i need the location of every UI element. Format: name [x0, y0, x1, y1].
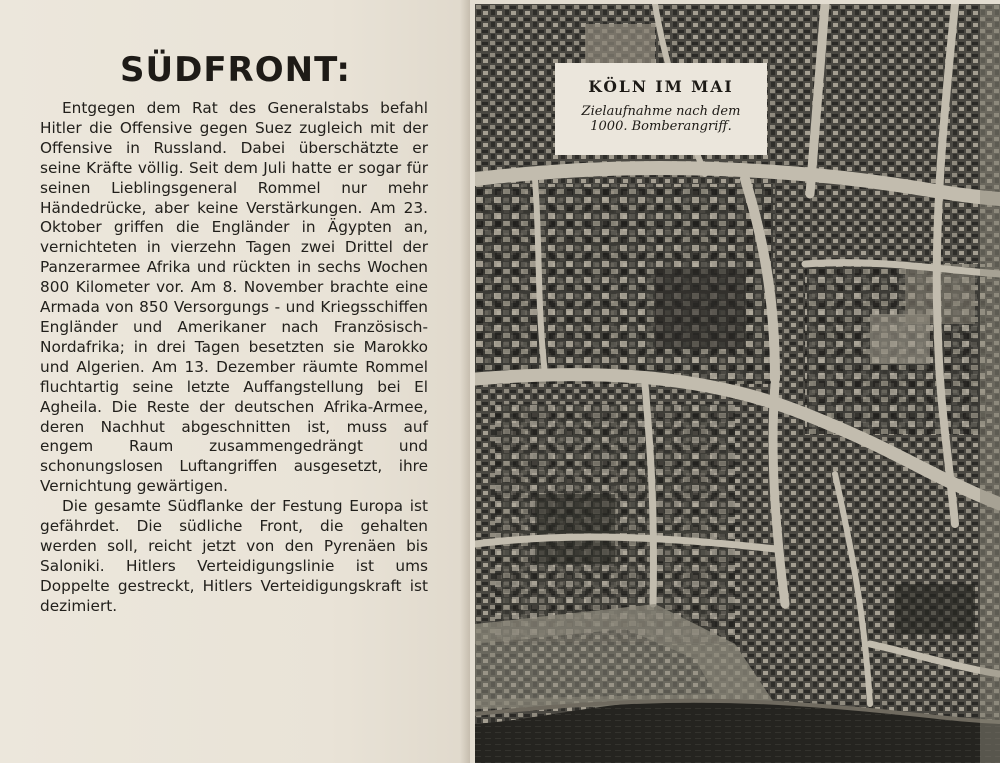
fold-shadow	[460, 0, 470, 763]
paragraph-1: Entgegen dem Rat des Generalstabs befahl Hitler die Offensive gegen Suez zugleich mit der Offensive in Russland. Dabei überschätzte er seine Kräfte völlig. Seit dem Juli hatte er sogar für seinen Lieblingsgeneral Rommel nur mehr Händedrücke, aber keine Verstärkungen. Am 23. Oktober griffen die Engländer in Ägypten an, vernichteten in vierzehn Tagen zwei Drittel der Panzerarmee Afrika und rückten in sechs Wochen 800 Kilometer vor. Am 8. November brachte eine Armada von 850 Versorgungs - und Kriegsschiffen Engländer und Amerikaner nach Französisch-Nordafrika; in drei Tagen besetzten sie Marokko und Algerien. Am 13. Dezember räumte Rommel fluchtartig seine letzte Auffangstellung bei El Agheila. Die Reste der deutschen Afrika-Armee, deren Nachhut abgeschnitten ist, muss auf engem Raum zusammengedrängt und schonungslosen Luftangriffen ausgesetzt, ihre Vernichtung gewärtigen.	[40, 99, 428, 496]
article-body	[40, 99, 428, 617]
caption-subtitle-line-2: 1000. Bomberangriff.	[590, 119, 732, 134]
paragraph-2: Die gesamte Südflanke der Festung Europa ist gefährdet. Die südliche Front, die gehalten werden soll, reicht jetzt von den Pyrenäen bis Saloniki. Hitlers Verteidigungslinie ist ums Doppelte gestreckt, Hitlers Verteidigungskraft ist dezimiert.	[40, 497, 428, 615]
caption-title: KÖLN IM MAI	[588, 77, 734, 96]
caption-subtitle-line-1: Zielaufnahme nach dem	[581, 104, 741, 119]
text-page	[0, 0, 470, 763]
aerial-photo-page	[475, 4, 1000, 763]
page-title: SÜDFRONT:	[120, 50, 352, 90]
photo-caption	[555, 63, 767, 155]
